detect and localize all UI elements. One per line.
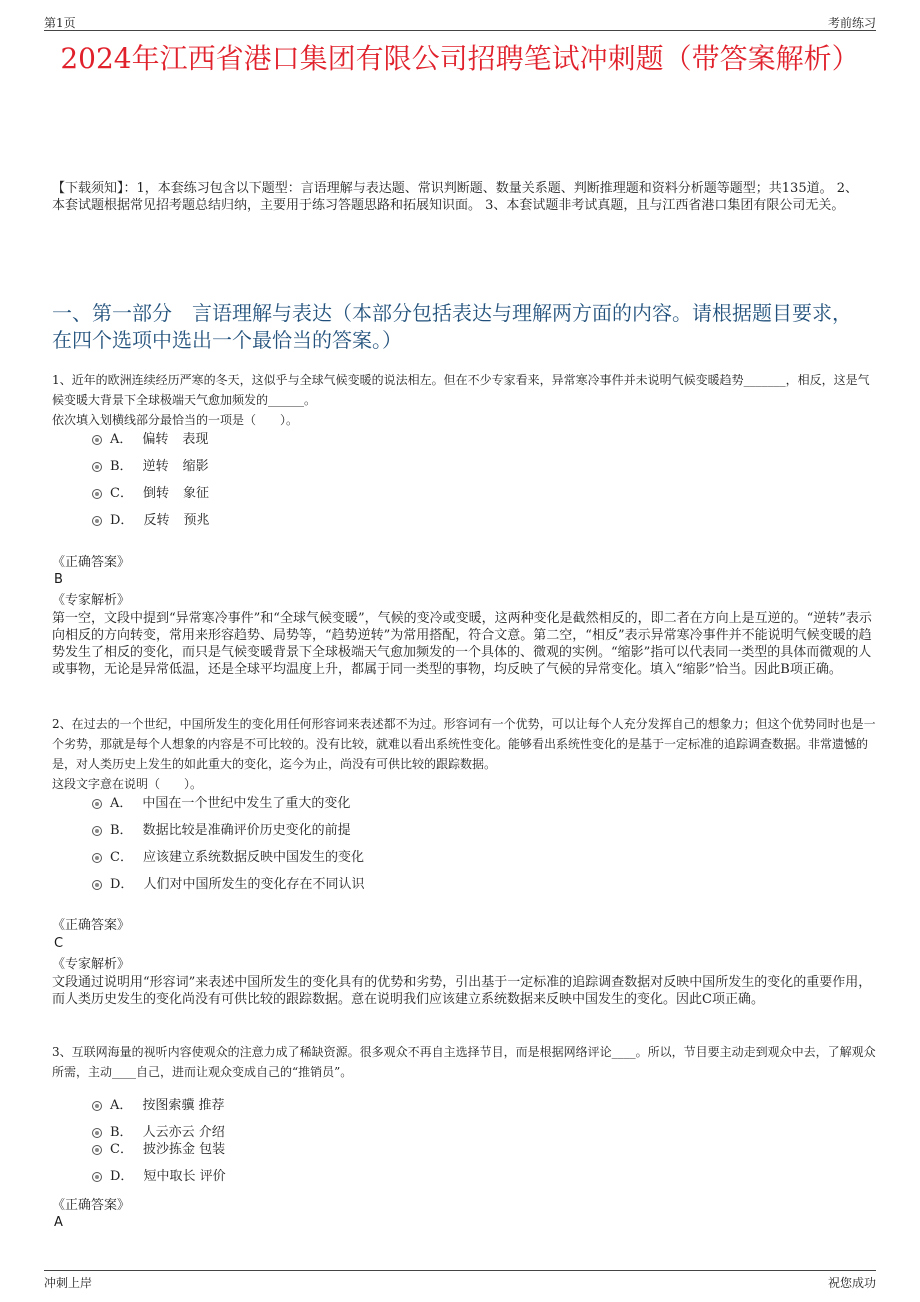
option-c[interactable]: C． 披沙拣金 包装 <box>92 1140 225 1160</box>
answer-label: 《正确答案》 <box>52 555 131 570</box>
question-prompt: 依次填入划横线部分最恰当的一项是（ ）。 <box>52 413 299 427</box>
download-notice: 【下载须知】：1，本套练习包含以下题型：言语理解与表达题、常识判断题、数量关系题、判断推理题和资料分析题等题型；共135道。 2、本套试题根据常见招考题总结归纳，主要用于练习答题思路和拓展知识面。 3、本套试题非考试真题，且与江西省港口集团有限公司无关。 <box>52 181 858 213</box>
option-b[interactable]: B． 逆转 缩影 <box>92 457 209 477</box>
option-a[interactable]: A． 偏转 表现 <box>92 430 208 450</box>
option-d[interactable]: D． 反转 预兆 <box>92 511 209 531</box>
radio-icon[interactable] <box>92 1101 102 1111</box>
option-a[interactable]: A． 中国在一个世纪中发生了重大的变化 <box>92 794 350 814</box>
footer-right: 祝您成功 <box>827 1276 876 1290</box>
page-number: 第1页 <box>44 16 76 30</box>
option-c[interactable]: C． 倒转 象征 <box>92 484 209 504</box>
radio-icon[interactable] <box>92 799 102 809</box>
option-c[interactable]: C． 应该建立系统数据反映中国发生的变化 <box>92 848 364 868</box>
radio-icon[interactable] <box>92 1172 102 1182</box>
radio-icon[interactable] <box>92 880 102 890</box>
radio-icon[interactable] <box>92 435 102 445</box>
question-3 <box>52 1042 876 1082</box>
expert-analysis: 第一空，文段中提到“异常寒冷事件”和“全球气候变暖”，气候的变冷或变暖，这两种变化是截然相反的，即二者在方向上是互逆的。“逆转”表示向相反的方向转变，常用来形容趋势、局势等，“趋势逆转”为常用搭配，符合文意。第二空，“相反”表示异常寒冷事件并不能说明气候变暖的趋势发生了相反的变化，而只是气候变暖背景下全球极端天气愈加频发的一个具体的、微观的实例。“缩影”指可以代表同一类型的具体而微观的人或事物，无论是异常低温，还是全球平均温度上升，都属于同一类型的事物，均反映了气候的异常变化。填入“缩影”恰当。因此B项正确。 <box>52 611 872 677</box>
option-b[interactable]: B． 数据比较是准确评价历史变化的前提 <box>92 821 351 841</box>
radio-icon[interactable] <box>92 826 102 836</box>
radio-icon[interactable] <box>92 1128 102 1138</box>
question-1 <box>52 370 876 430</box>
document-title: 2024年江西省港口集团有限公司招聘笔试冲刺题（带答案解析） <box>60 42 860 75</box>
option-d[interactable]: D． 人们对中国所发生的变化存在不同认识 <box>92 875 364 895</box>
option-a[interactable]: A． 按图索骥 推荐 <box>92 1096 225 1116</box>
page-header <box>44 12 876 31</box>
option-d[interactable]: D． 短中取长 评价 <box>92 1167 226 1187</box>
page-footer <box>44 1270 876 1291</box>
question-prompt: 这段文字意在说明（ ）。 <box>52 777 203 791</box>
question-2 <box>52 714 876 794</box>
radio-icon[interactable] <box>92 489 102 499</box>
answer-label: 《正确答案》 <box>52 1198 131 1213</box>
header-tag: 考前练习 <box>827 16 876 30</box>
correct-answer: A <box>54 1215 63 1230</box>
question-stem: 3、互联网海量的视听内容使观众的注意力成了稀缺资源。很多观众不再自主选择节目，而是根据网络评论____。所以，节目要主动走到观众中去，了解观众所需，主动____自己，进而让观众变成自己的“推销员”。 <box>52 1045 876 1079</box>
question-stem: 2、在过去的一个世纪，中国所发生的变化用任何形容词来表述都不为过。形容词有一个优势，可以让每个人充分发挥自己的想象力；但这个优势同时也是一个劣势，那就是每个人想象的内容是不可比较的。没有比较，就难以看出系统性变化。能够看出系统性变化的是基于一定标准的追踪调查数据。非常遗憾的是，对人类历史上发生的如此重大的变化，迄今为止，尚没有可供比较的跟踪数据。 <box>52 717 876 771</box>
option-b[interactable]: B． 人云亦云 介绍 <box>92 1123 225 1143</box>
radio-icon[interactable] <box>92 462 102 472</box>
analysis-label: 《专家解析》 <box>52 593 131 608</box>
radio-icon[interactable] <box>92 853 102 863</box>
footer-left: 冲刺上岸 <box>44 1276 93 1290</box>
correct-answer: C <box>54 936 64 951</box>
expert-analysis: 文段通过说明用“形容词”来表述中国所发生的变化具有的优势和劣势，引出基于一定标准的追踪调查数据对反映中国所发生的变化的重要作用，而人类历史发生的变化尚没有可供比较的跟踪数据。意在说明我们应该建立系统数据来反映中国发生的变化。因此C项正确。 <box>52 975 872 1007</box>
question-stem: 1、近年的欧洲连续经历严寒的冬天，这似乎与全球气候变暖的说法相左。但在不少专家看来，异常寒冷事件并未说明气候变暖趋势_______，相反，这是气候变暖大背景下全球极端天气愈加频发的______。 <box>52 373 870 407</box>
radio-icon[interactable] <box>92 1145 102 1155</box>
analysis-label: 《专家解析》 <box>52 957 131 972</box>
answer-label: 《正确答案》 <box>52 918 131 933</box>
section-heading: 一、第一部分 言语理解与表达（本部分包括表达与理解两方面的内容。请根据题目要求，在四个选项中选出一个最恰当的答案。） <box>52 301 852 352</box>
radio-icon[interactable] <box>92 516 102 526</box>
correct-answer: B <box>54 572 63 587</box>
